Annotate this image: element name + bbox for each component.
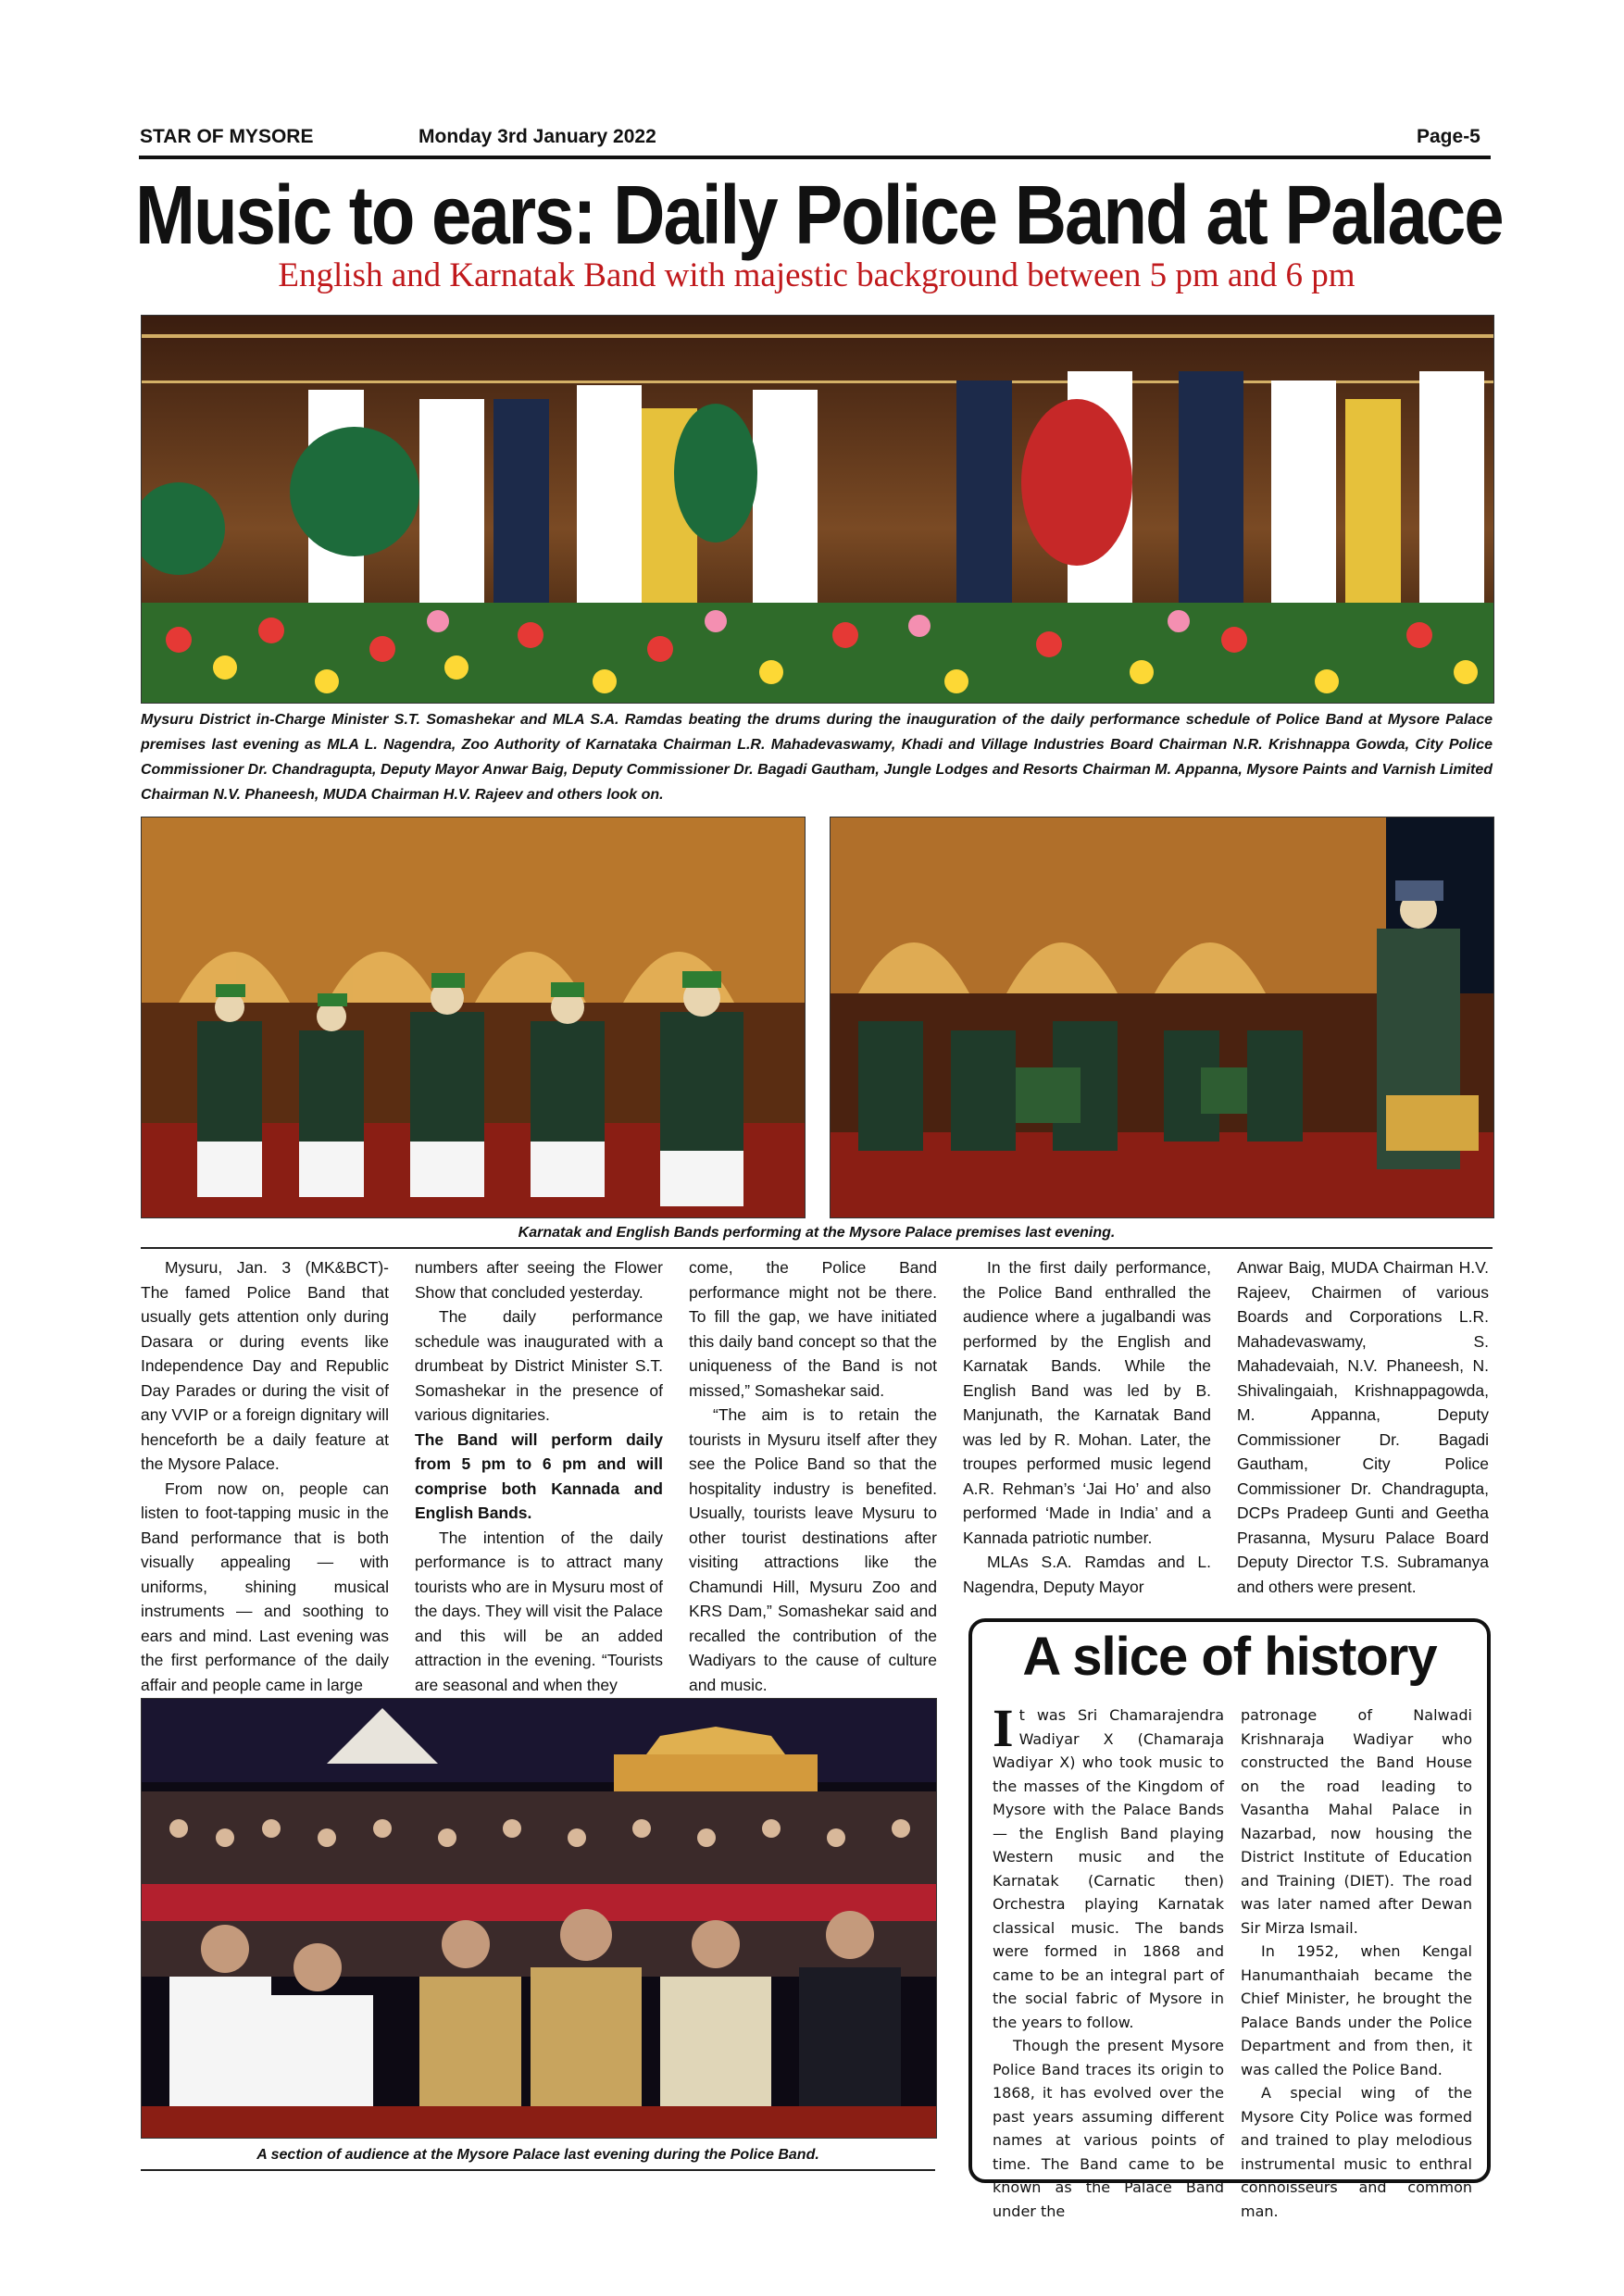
photo-drum-inauguration: [141, 315, 1494, 704]
paragraph: The intention of the daily performance is to attract many tourists who are in Mysuru most of the days. They will visit the Palace and this will be an added attraction in the evening. “Tourists are seasonal and when they: [415, 1528, 663, 1694]
header-rule: [139, 156, 1491, 159]
caption-middle-photos: Karnatak and English Bands performing at the Mysore Palace premises last evening.: [518, 1225, 1116, 1241]
article-column-2: [415, 1255, 663, 1697]
article-column-1: [141, 1255, 389, 1697]
publication-name: STAR OF MYSORE: [140, 126, 314, 147]
article-column-3: [689, 1255, 937, 1697]
caption-top-photo: Mysuru District in-Charge Minister S.T. Somashekar and MLA S.A. Ramdas beating the drums during the inauguration of the daily performance schedule of Police Band at Mysore Palace premises last evening as MLA L. Nagendra, Zoo Authority of Karnataka Chairman L.R. Mahadevaswamy, Khadi and Village Industries Board Chairman N.R. Krishnappa Gowda, City Police Commissioner Dr. Chandragupta, Deputy Mayor Anwar Baig, Deputy Commissioner Dr. Bagadi Gautham, Jungle Lodges and Resorts Chairman M. Appanna, Mysore Paints and Varnish Limited Chairman N.V. Phaneesh, MUDA Chairman H.V. Rajeev and others look on.: [141, 712, 1493, 803]
caption-bottom-photo: A section of audience at the Mysore Palace last evening during the Police Band.: [256, 2147, 819, 2163]
paragraph: come, the Police Band performance might not be there. To fill the gap, we have initiated this daily band concept so that the uniqueness of the Band is not missed,” Somashekar said.: [689, 1258, 937, 1400]
photo-english-band: [830, 817, 1494, 1218]
history-paragraph: In 1952, when Kengal Hanumanthaiah became the Chief Minister, he brought the Palace Bands under the Police Department and from then, it was called the Police Band.: [1241, 1942, 1472, 2078]
photo-karnatak-band: [141, 817, 806, 1218]
history-box: [968, 1618, 1491, 2220]
paragraph: In the first daily performance, the Police Band enthralled the audience where a jugalbandi was performed by the English and Karnatak Bands. While the English Band was led by B. Manjunath, the Karnatak Band was led by R. Mohan. Later, the troupes performed music legend A.R. Rehman’s ‘Jai Ho’ and also performed ‘Made in India’ and a Kannada patriotic number.: [963, 1258, 1211, 1547]
caption-rule: [141, 2169, 935, 2171]
caption-rule: [141, 1247, 1493, 1249]
photo-audience: [141, 1698, 937, 2139]
paragraph: “The aim is to retain the tourists in Mysuru itself after they see the Police Band so that the hospitality industry is benefited. Usually, tourists leave Mysuru to other tourist destinations after visiting attractions like the Chamundi Hill, Mysuru Zoo and KRS Dam,” Somashekar said and recalled the contribution of the Wadiyars to the cause of culture and music.: [689, 1405, 937, 1694]
headline: Music to ears: Daily Police Band at Palace: [135, 168, 1503, 262]
subheadline: English and Karnatak Band with majestic background between 5 pm and 6 pm: [278, 256, 1355, 294]
paragraph: The daily performance schedule was inaugurated with a drumbeat by District Minister S.T. Somashekar in the presence of various dignitaries.: [415, 1307, 663, 1424]
paragraph: From now on, people can listen to foot-tapping music in the Band performance that is both visually appealing — with uniforms, shining musical instruments — and soothing to ears and mind. Last evening was the first performance of the daily affair and people came in large: [141, 1479, 389, 1694]
history-title: A slice of history: [1022, 1627, 1437, 1687]
history-column-2: [1241, 1703, 1472, 2223]
paragraph: MLAs S.A. Ramdas and L. Nagendra, Deputy Mayor: [963, 1553, 1211, 1596]
article-column-4: [963, 1255, 1211, 1599]
paragraph: numbers after seeing the Flower Show that concluded yesterday.: [415, 1258, 663, 1302]
issue-date: Monday 3rd January 2022: [418, 126, 656, 147]
history-paragraph: It was Sri Chamarajendra Wadiyar X (Chamaraja Wadiyar X) who took music to the masses of the Kingdom of Mysore with the Palace Bands — the English Band playing Western music and the Karnatak (Carnatic then) Orchestra playing Karnatak classical music. The bands were formed in 1868 and came to be an integral part of the social fabric of Mysore in the years to follow.: [993, 1698, 1224, 2031]
article-column-5: [1237, 1255, 1489, 1599]
history-column-1: [993, 1698, 1224, 2223]
history-paragraph: patronage of Nalwadi Krishnaraja Wadiyar who constructed the Band House on the road leading to Vasantha Mahal Palace in Nazarbad, now housing the District Institute of Education and Training (DIET). The road was later named after Dewan Sir Mirza Ismail.: [1241, 1706, 1472, 1937]
paragraph: Mysuru, Jan. 3 (MK&BCT)- The famed Police Band that usually gets attention only during Dasara or during events like Independence Day and Republic Day Parades or during the visit of any VVIP or a foreign dignitary will henceforth be a daily feature at the Mysore Palace.: [141, 1258, 389, 1473]
page-number: Page-5: [1417, 126, 1480, 147]
drop-cap: I: [993, 1698, 1014, 1758]
paragraph-bold: The Band will perform daily from 5 pm to 6 pm and will comprise both Kannada and English Bands.: [415, 1429, 663, 1522]
paragraph: Anwar Baig, MUDA Chairman H.V. Rajeev, Chairmen of various Boards and Corporations L.R. Mahadevaswamy, S. Mahadevaiah, N.V. Phaneesh, N. Shivalingaiah, Krishnappagowda, M. Appanna, Deputy Commissioner Dr. Bagadi Gautham, City Police Commissioner Dr. Chandragupta, DCPs Pradeep Gunti and Geetha Prasanna, Mysuru Palace Board Deputy Director T.S. Subramanya and others were present.: [1237, 1258, 1489, 1596]
history-paragraph: A special wing of the Mysore City Police was formed and trained to play melodious instrumental music to enthral connoisseurs and common man.: [1241, 2084, 1472, 2220]
history-paragraph: Though the present Mysore Police Band traces its origin to 1868, it has evolved over the past years assuming different names at various points of time. The Band came to be known as the Palace Band under the: [993, 2037, 1224, 2220]
